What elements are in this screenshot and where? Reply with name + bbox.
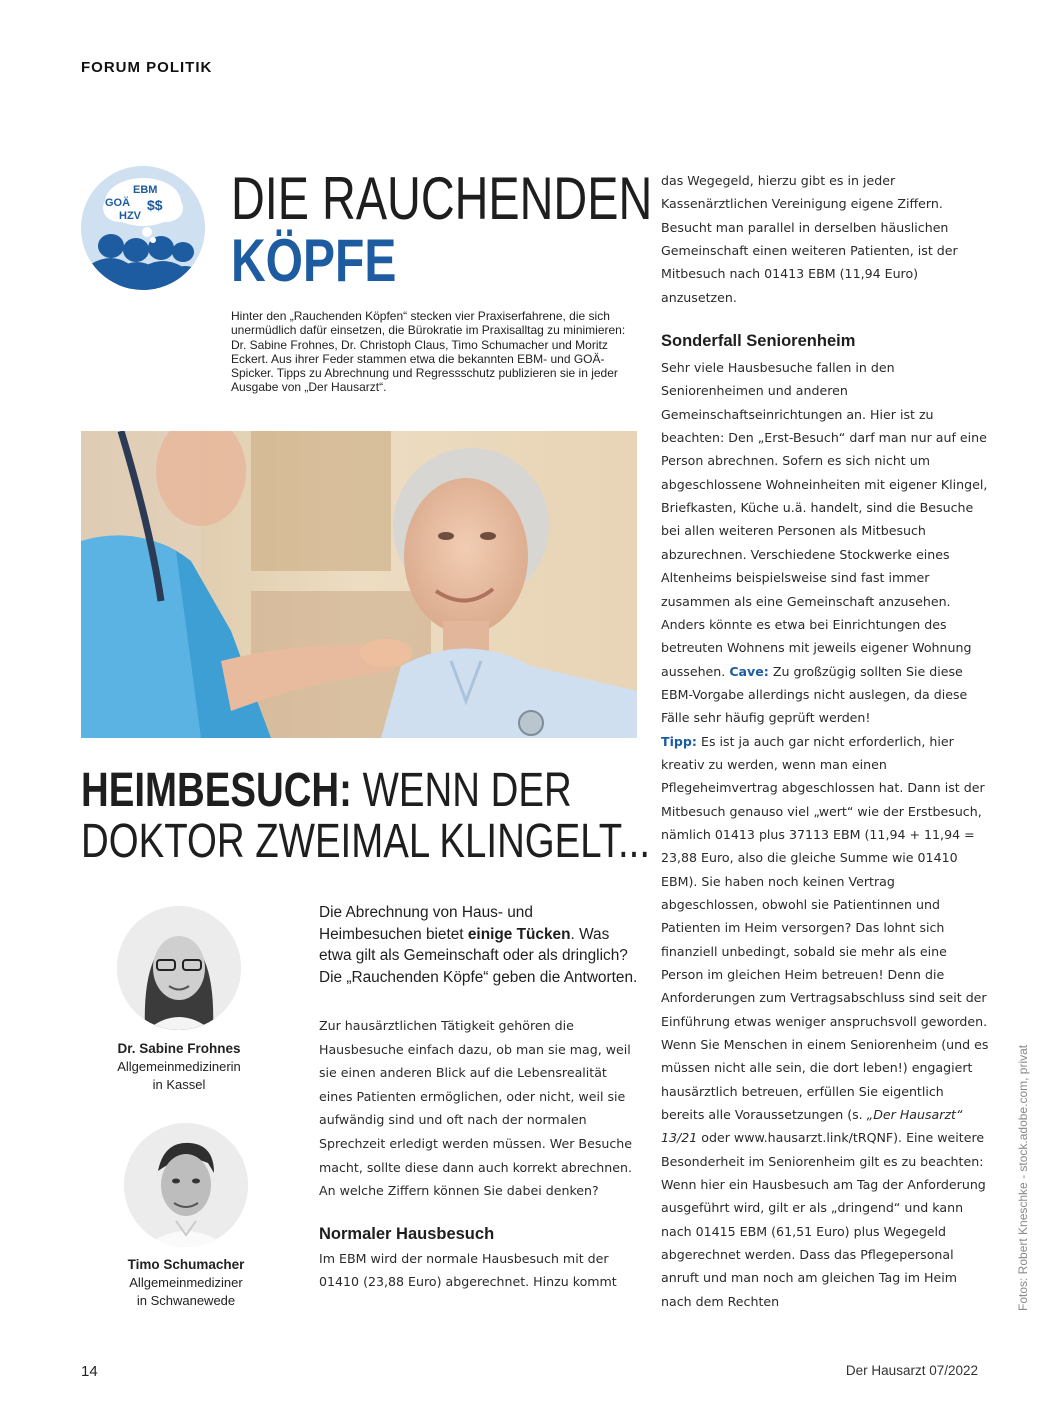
column-title-line2: KÖPFE (231, 227, 397, 294)
section-label: FORUM POLITIK (81, 59, 213, 76)
headline-rest: WENN DER (351, 764, 572, 817)
author-name: Dr. Sabine Frohnes (117, 1041, 241, 1056)
author-caption-frohnes (79, 1040, 279, 1094)
page-number: 14 (81, 1363, 98, 1380)
author-photo-frohnes (117, 906, 241, 1030)
logo-label-dollar: $$ (147, 197, 163, 213)
subhead-normal: Normaler Hausbesuch (319, 1224, 495, 1243)
headline-bold: HEIMBESUCH: (81, 764, 352, 817)
author-role: Allgemeinmediziner (129, 1275, 243, 1290)
body-normal-start: Im EBM wird der normale Hausbesuch mit der 01410 (23,88 Euro) abgerechnet. Hinzu kommt (319, 1250, 617, 1290)
intro-text: Hinter den „Rauchenden Köpfen“ stecken vier Praxiserfahrene, die sich unermüdlich dafür einsetzen, die Bürokratie im Praxisalltag zu minimieren: Dr. Sabine Frohnes, Dr. Christoph Claus, Timo Schumacher und Moritz Eckert. Aus ihrer Feder stammen etwa die bekannten EBM- und GOÄ-Spicker. Tipps zu Abrechnung und Regressschutz publizieren sie in jeder Ausgabe von „Der Hausarzt“. (231, 309, 626, 395)
tipp-label: Tipp: (661, 733, 697, 749)
author-place: in Kassel (152, 1077, 206, 1092)
body-intro: Zur hausärztlichen Tätigkeit gehören die Hausbesuche einfach dazu, ob man sie mag, weil sie einen anderen Blick auf die Lebensrealität eines Patienten ermöglichen, oder nicht, weil sie aufwändig sind und oft nach der normalen Sprechzeit erledigt werden müssen. Wer Besuche macht, sollte diese dann auch korrekt abrechnen. An welche Ziffern können Sie dabei denken? (319, 1018, 633, 1199)
author-caption-schumacher (86, 1256, 286, 1310)
senior-text: Sehr viele Hausbesuche fallen in den Seniorenheimen und anderen Gemeinschaftseinrichtungen an. Hier ist zu beachten: Den „Erst-Besuch“ darf man nur auf eine Person abrechnen. Sofern es sich nicht um abgeschlossene Wohneinheiten mit eigener Klingel, Briefkasten, Küche u.ä. handelt, sind die Besuche bei allen weiteren Personen als Mitbesuch abzurechnen. Verschiedene Stockwerke eines Altenheims beispielsweise sind fast immer zusammen als eine Gemeinschaft anzusehen. Anders könnte es etwa bei Einrichtungen des betreuten Wohnens mit jeweils eigener Wohnung aussehen. (661, 360, 988, 679)
article-lead (319, 902, 639, 988)
body-normal-cont: das Wegegeld, hierzu gibt es in jeder Kassenärztlichen Vereinigung eigene Ziffern. Besucht man parallel in derselben häuslichen Gemeinschaft einen weiteren Patienten, ist der Mitbesuch nach 01413 EBM (11,94 Euro) anzusetzen. (661, 173, 958, 305)
column-title-line1: DIE RAUCHENDEN (231, 165, 653, 232)
subhead-senior: Sonderfall Seniorenheim (661, 332, 856, 351)
cave-text: Zu großzügig sollten Sie diese EBM-Vorgabe allerdings nicht auslegen, da diese Fälle sehr häufig geprüft werden! (661, 663, 968, 726)
logo-label-goae: GOÄ (105, 197, 131, 209)
lead-part1: Die Abrechnung von Haus- und Heimbesuchen bietet (319, 904, 533, 943)
lead-bold: einige Tücken (467, 925, 571, 943)
article-photo (81, 431, 637, 738)
photo-credit: Fotos: Robert Kneschke - stock.adobe.com, privat (1016, 1044, 1030, 1311)
column-intro (231, 309, 641, 395)
author-photo-schumacher (124, 1123, 248, 1247)
author-place: in Schwanewede (136, 1293, 236, 1308)
cave-label: Cave: (729, 663, 769, 679)
tipp-text2: oder www.hausarzt.link/tRQNF). Eine weitere Besonderheit im Seniorenheim gilt es zu beachten: Wenn hier ein Hausbesuch am Tag der Anforderung ausgeführt wird, gilt er als „dringend“ und kann nach 01415 EBM (61,51 Euro) plus Wegegeld abgerechnet werden. Dass das Pflegepersonal anruft und man noch am gleichen Tag im Heim nach dem Rechten (661, 1130, 986, 1309)
logo-label-ebm: EBM (133, 184, 158, 196)
body-tipp (661, 730, 991, 1314)
lead-part2: . Was etwa gilt als Gemeinschaft oder als dringlich? Die „Rauchenden Köpfe“ geben die Antworten. (319, 925, 638, 986)
rauchende-koepfe-logo (81, 166, 205, 290)
tipp-text: Es ist ja auch gar nicht erforderlich, hier kreativ zu werden, wenn man einen Pflegeheimvertrag abgeschlossen hat. Dann ist der Mitbesuch genauso viel „wert“ wie der Erstbesuch, nämlich 01413 plus 37113 EBM (11,94 + 11,94 = 23,88 Euro, also die gleiche Summe wie 01410 EBM). Sie haben noch keinen Vertrag abgeschlossen, obwohl sie Patientinnen und Patienten im Heim versorgen? Das lohnt sich finanziell unbedingt, sobald sie mehr als eine Person im gleichen Heim betreuen! Denn die Anforderungen zum Vertragsabschluss sind seit der Einführung etwas weniger anspruchsvoll geworden. Wenn Sie Menschen in einem Seniorenheim (und es müssen nicht alle sein, die dort leben!) engagiert hausärztlich betreuen, erfüllen Sie eigentlich bereits alle Voraussetzungen (s. (661, 733, 989, 1123)
author-name: Timo Schumacher (127, 1257, 245, 1272)
magazine-issue: Der Hausarzt 07/2022 (845, 1363, 978, 1378)
article-headline (81, 765, 650, 867)
headline-line2: DOKTOR ZWEIMAL KLINGELT... (81, 815, 650, 868)
article-body-right (661, 169, 991, 1313)
body-senior (661, 356, 991, 730)
author-role: Allgemeinmedizinerin (117, 1059, 241, 1074)
logo-label-hzv: HZV (119, 210, 141, 222)
article-body-middle (319, 1014, 639, 1294)
tipp-ref: „Der Hausarzt“ 13/21 (661, 1107, 963, 1146)
